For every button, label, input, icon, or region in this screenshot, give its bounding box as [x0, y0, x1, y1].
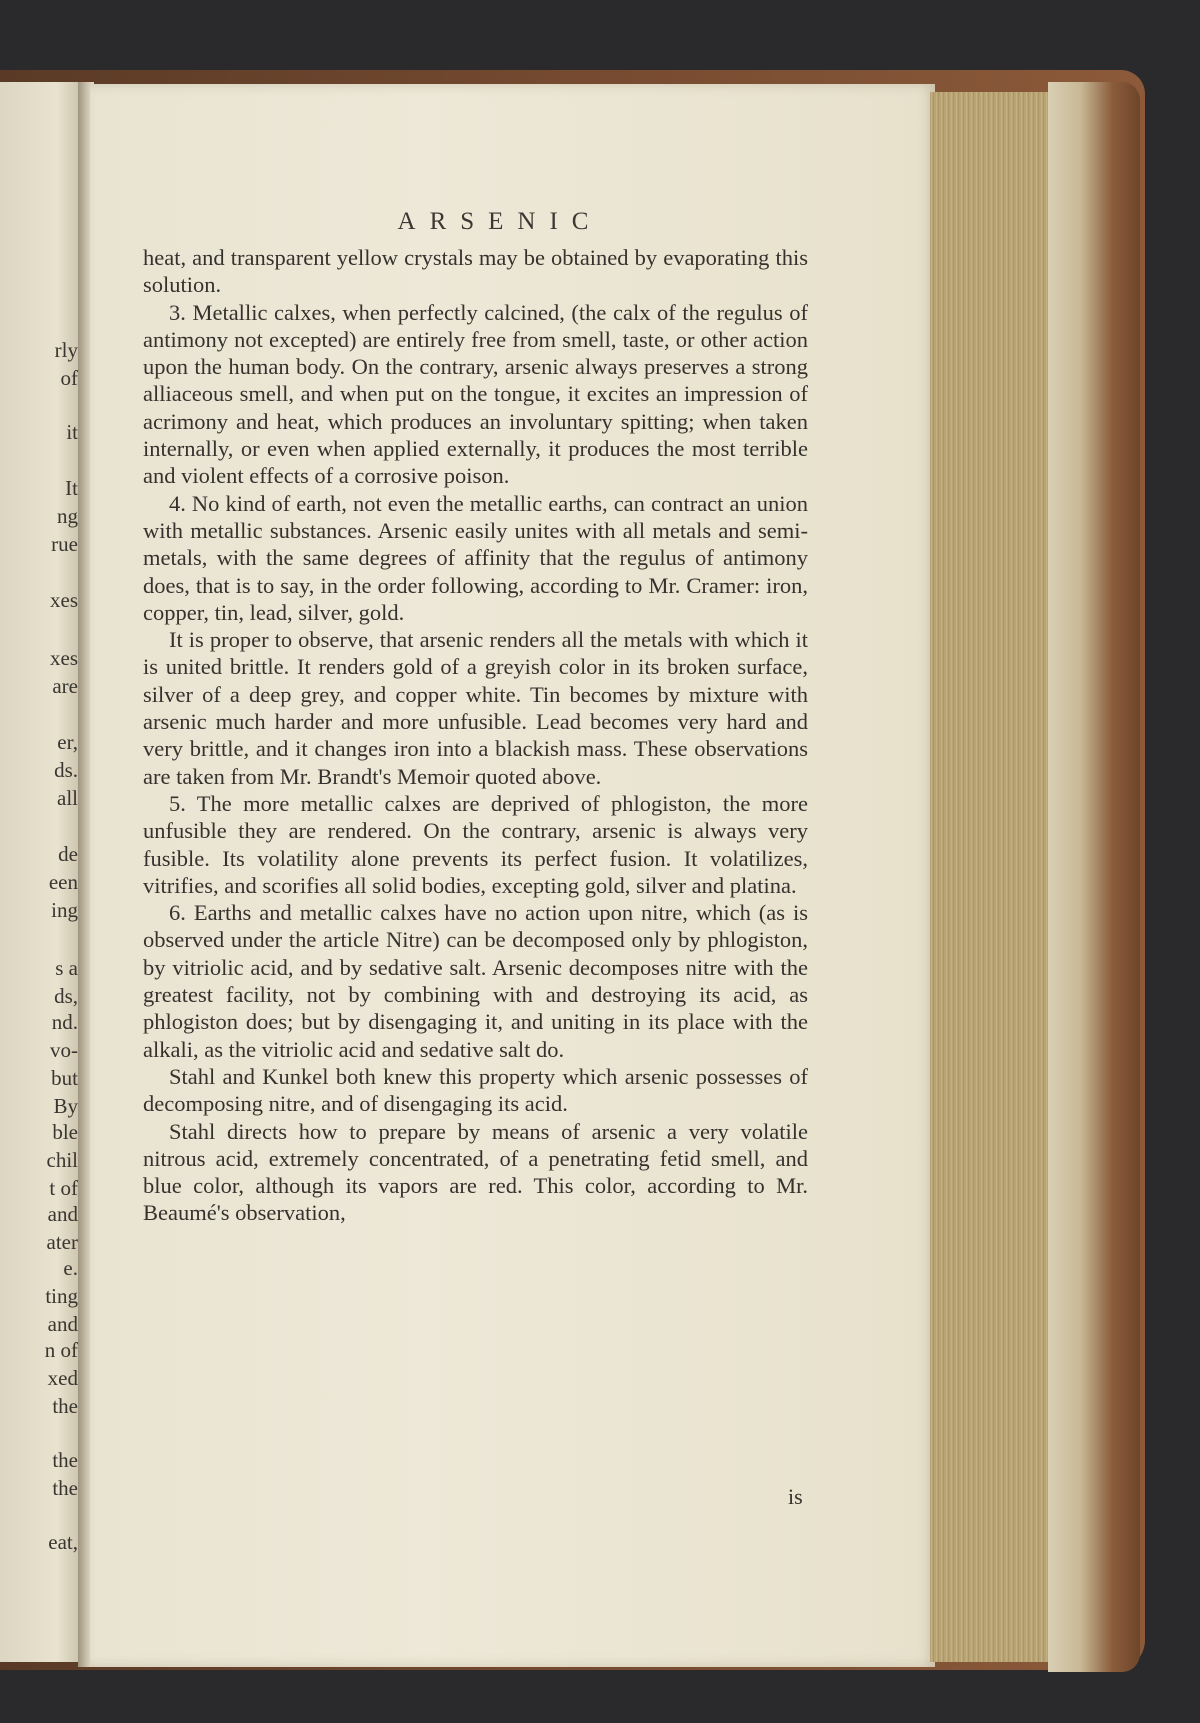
left-page-text-fragment: xed: [47, 1366, 78, 1390]
left-page-text-fragment: rly: [54, 338, 78, 362]
left-page-text-fragment: and: [47, 1312, 78, 1336]
left-page-text-fragment: ing: [51, 898, 78, 922]
paragraph: Stahl and Kunkel both knew this property which arsenic possesses of decomposing nitre, and of disengaging its acid.: [143, 1063, 808, 1117]
left-page-text-fragment: een: [48, 870, 78, 894]
left-page-text-fragment: It: [65, 476, 78, 500]
left-page-text-fragment: of: [60, 366, 78, 390]
left-page-text-fragment: ng: [57, 504, 78, 528]
left-page-text-fragment: ds,: [54, 984, 78, 1008]
left-page-text-fragment: and: [47, 1202, 78, 1226]
paragraph: It is proper to observe, that arsenic renders all the metals with which it is united brittle. It renders gold of a greyish color in its broken surface, silver of a deep grey, and copper white. Tin becomes by mixture with arsenic much harder and more unfusible. Lead becomes very hard and very brittle, and it changes iron into a blackish mass. These observations are taken from Mr. Brandt's Memoir quoted above.: [143, 627, 808, 789]
paragraph: 5. The more metallic calxes are deprived of phlogiston, the more unfusible they are rendered. On the contrary, arsenic is always very fusible. Its volatility alone prevents its perfect fusion. It volatilizes, vitrifies, and scorifies all solid bodies, excepting gold, silver and platina.: [143, 790, 808, 898]
left-page-text-fragment: the: [52, 1476, 78, 1500]
left-page-text-fragment: er,: [57, 730, 78, 754]
left-page-text-fragment: ble: [52, 1120, 78, 1144]
left-page-text-fragment: chil: [46, 1148, 78, 1172]
page-edges: [930, 92, 1051, 1662]
left-page-text-fragment: e.: [63, 1256, 78, 1280]
left-page-text-fragment: but: [51, 1066, 78, 1090]
left-page-text-fragment: all: [57, 786, 78, 810]
left-page-text-fragment: vo-: [50, 1038, 78, 1062]
left-page-text-fragment: ater: [46, 1230, 78, 1254]
paragraph: heat, and transparent yellow crystals may be obtained by evaporating this solution.: [143, 245, 808, 298]
paragraph: 4. No kind of earth, not even the metallic earths, can contract an union with metallic substances. Arsenic easily unites with all metals and semi-metals, with the same degrees of affinity that the regulus of antimony does, that is to say, in the order following, according to Mr. Cramer: iron, copper, tin, lead, silver, gold.: [143, 490, 808, 625]
paragraph: 6. Earths and metallic calxes have no action upon nitre, which (as is observed under the article Nitre) can be decomposed only by phlogiston, by vitriolic acid, and by sedative salt. Arsenic decomposes nitre with the greatest facility, not by combining with and destroying its acid, as phlogiston does; but by disengaging it, and uniting in its place with the alkali, as the vitriolic acid and sedative salt do.: [143, 900, 808, 1062]
catchword: is: [788, 1484, 803, 1509]
left-page-text-fragment: nd.: [51, 1010, 78, 1034]
left-page-text-fragment: xes: [50, 646, 78, 670]
left-page-text-fragment: t of: [49, 1176, 78, 1200]
left-page-text-fragment: the: [52, 1394, 78, 1418]
left-page-text-fragment: it: [66, 420, 78, 444]
left-page-text-fragment: s a: [55, 956, 78, 980]
left-page: [0, 82, 82, 1662]
left-page-text-fragment: xes: [50, 588, 78, 612]
left-page-text-fragment: the: [52, 1448, 78, 1472]
paragraph: Stahl directs how to prepare by means of arsenic a very volatile nitrous acid, extremely concentrated, of a penetrating fetid smell, and blue color, although its vapors are red. This color, according to Mr. Beaumé's observation,: [143, 1118, 808, 1226]
left-page-text-fragment: de: [58, 842, 78, 866]
paragraph: 3. Metallic calxes, when perfectly calcined, (the calx of the regulus of antimony not excepted) are entirely free from smell, taste, or other action upon the human body. On the contrary, arsenic always preserves a strong alliaceous smell, and when put on the tongue, it excites an impression of acrimony and heat, which produces an involuntary spitting; when taken internally, or even when applied externally, it produces the most terrible and violent effects of a corrosive poison.: [143, 299, 808, 489]
left-page-text-fragment: n of: [44, 1338, 78, 1362]
left-page-text-fragment: By: [53, 1094, 78, 1118]
left-page-text-fragment: rue: [51, 532, 78, 556]
left-page-text-fragment: ds.: [54, 758, 78, 782]
body-text: [143, 244, 808, 1227]
left-page-text-fragment: ting: [45, 1284, 78, 1308]
cover-edge: [1048, 82, 1140, 1672]
left-page-text-fragment: eat,: [48, 1530, 78, 1554]
left-page-text-fragment: are: [52, 674, 78, 698]
running-head: ARSENIC: [397, 208, 603, 235]
